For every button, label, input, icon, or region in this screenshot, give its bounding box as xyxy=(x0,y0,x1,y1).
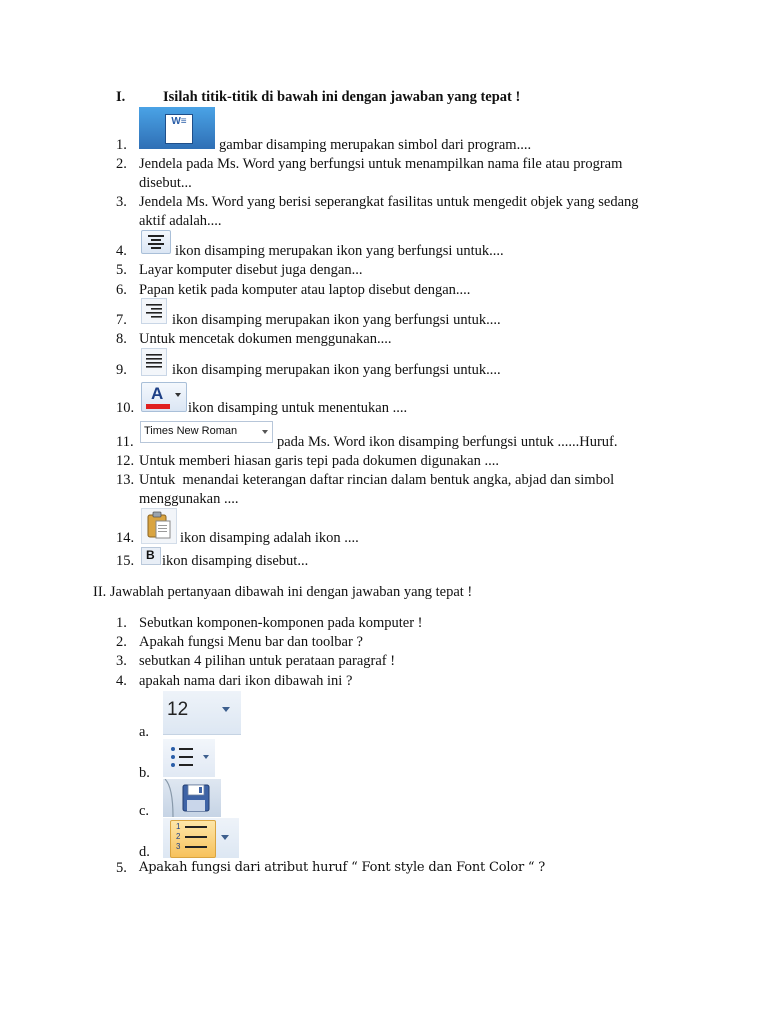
item-4-text: ikon disamping merupakan ikon yang berfungsi untuk.... xyxy=(175,243,504,259)
item-3-number: 3. xyxy=(116,194,127,210)
numbering-digit-2: 2 xyxy=(176,832,181,841)
item-13-number: 13. xyxy=(116,472,135,488)
item-2-number: 2. xyxy=(116,156,127,172)
item-10-number: 10. xyxy=(116,400,135,416)
section-1-numeral: I. xyxy=(116,89,126,105)
item-3-text-continued: aktif adalah.... xyxy=(139,213,222,229)
bullets-icon xyxy=(163,739,215,777)
numbering-icon xyxy=(163,818,239,858)
item-15-number: 15. xyxy=(116,553,135,569)
font-color-icon xyxy=(141,382,187,412)
font-size-value: 12 xyxy=(167,699,189,720)
sub-b-label: b. xyxy=(139,765,150,781)
item-9-number: 9. xyxy=(116,362,127,378)
section-1-heading: Isilah titik-titik di bawah ini dengan jawaban yang tepat ! xyxy=(163,89,521,105)
q-3-number: 3. xyxy=(116,653,127,669)
item-8-number: 8. xyxy=(116,331,127,347)
sub-d-label: d. xyxy=(139,844,150,860)
q-1-text: Sebutkan komponen-komponen pada komputer ! xyxy=(139,615,423,631)
item-3-text: Jendela Ms. Word yang berisi seperangkat fasilitas untuk mengedit objek yang sedang xyxy=(139,194,639,210)
bold-icon xyxy=(141,547,161,565)
item-11-text: pada Ms. Word ikon disamping berfungsi untuk ......Huruf. xyxy=(277,434,618,450)
justify-icon xyxy=(141,348,167,376)
item-12-number: 12. xyxy=(116,453,135,469)
font-name-box xyxy=(140,421,273,443)
font-name-value: Times New Roman xyxy=(144,425,238,437)
section-2-heading: II. Jawablah pertanyaan dibawah ini dengan jawaban yang tepat ! xyxy=(93,584,473,600)
dropdown-arrow-icon xyxy=(222,707,230,712)
q-5-text: Apakah fungsi dari atribut huruf “ Font style dan Font Color “ ? xyxy=(139,860,546,875)
font-size-box xyxy=(163,691,241,735)
save-icon xyxy=(163,779,221,817)
item-14-number: 14. xyxy=(116,530,135,546)
item-6-number: 6. xyxy=(116,282,127,298)
bold-letter: B xyxy=(146,548,155,562)
item-13-text: Untuk menandai keterangan daftar rincian dalam bentuk angka, abjad dan simbol xyxy=(139,472,615,488)
item-1-text: gambar disamping merupakan simbol dari program.... xyxy=(219,137,532,153)
item-1-number: 1. xyxy=(116,137,127,153)
sub-c-label: c. xyxy=(139,803,150,819)
dropdown-arrow-icon xyxy=(262,430,268,434)
q-5-number: 5. xyxy=(116,860,127,876)
font-color-bar xyxy=(146,404,170,409)
q-2-text: Apakah fungsi Menu bar dan toolbar ? xyxy=(139,634,363,650)
sub-a-label: a. xyxy=(139,724,150,740)
item-13-text-continued: menggunakan .... xyxy=(139,491,239,507)
item-7-number: 7. xyxy=(116,312,127,328)
item-8-text: Untuk mencetak dokumen menggunakan.... xyxy=(139,331,392,347)
item-11-number: 11. xyxy=(116,434,134,450)
word-logo-icon xyxy=(139,107,215,149)
item-7-text: ikon disamping merupakan ikon yang berfungsi untuk.... xyxy=(172,312,501,328)
q-4-text: apakah nama dari ikon dibawah ini ? xyxy=(139,673,353,689)
item-4-number: 4. xyxy=(116,243,127,259)
item-15-text: ikon disamping disebut... xyxy=(162,553,309,569)
align-right-icon xyxy=(141,298,167,324)
item-14-text: ikon disamping adalah ikon .... xyxy=(180,530,359,546)
item-5-text: Layar komputer disebut juga dengan... xyxy=(139,262,363,278)
numbering-digit-3: 3 xyxy=(176,842,181,851)
item-5-number: 5. xyxy=(116,262,127,278)
dropdown-arrow-icon xyxy=(175,393,181,397)
font-color-letter: A xyxy=(151,384,164,403)
item-2-text-continued: disebut... xyxy=(139,175,192,191)
q-1-number: 1. xyxy=(116,615,127,631)
word-logo-document: W≡ xyxy=(165,114,193,144)
item-10-text: ikon disamping untuk menentukan .... xyxy=(188,400,408,416)
q-2-number: 2. xyxy=(116,634,127,650)
dropdown-arrow-icon xyxy=(221,835,229,840)
paste-icon xyxy=(141,508,177,544)
q-3-text: sebutkan 4 pilihan untuk perataan paragraf ! xyxy=(139,653,396,669)
q-4-number: 4. xyxy=(116,673,127,689)
item-6-text: Papan ketik pada komputer atau laptop disebut dengan.... xyxy=(139,282,471,298)
align-center-icon xyxy=(141,230,171,254)
numbering-digit-1: 1 xyxy=(176,822,181,831)
item-2-text: Jendela pada Ms. Word yang berfungsi untuk menampilkan nama file atau program xyxy=(139,156,623,172)
item-12-text: Untuk memberi hiasan garis tepi pada dokumen digunakan .... xyxy=(139,453,499,469)
item-9-text: ikon disamping merupakan ikon yang berfungsi untuk.... xyxy=(172,362,501,378)
